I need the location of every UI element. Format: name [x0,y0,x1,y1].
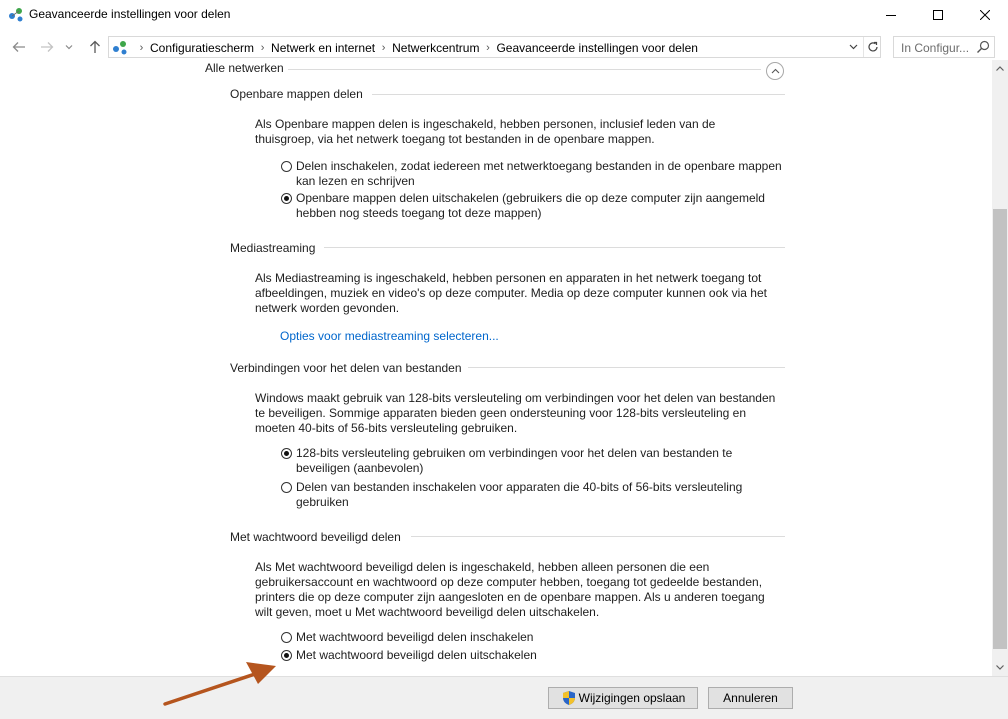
search-input[interactable] [893,36,995,58]
back-button[interactable] [8,37,30,57]
section-description: Als Met wachtwoord beveiligd delen is ingeschakeld, hebben alleen personen die een gebruikersaccount en wachtwoord op deze computer hebben, toegang tot gedeelde bestanden, printers die op deze computer zijn aangesloten en de openbare mappen. Als u anderen toegang wilt geven, moet u Met wachtwoord beveiligd delen uitschakelen. [255,560,765,619]
settings-content [0,60,992,676]
chevron-up-icon [996,66,1004,71]
breadcrumb-item[interactable]: Netwerkcentrum [392,41,480,55]
section-heading-password-protected-sharing: Met wachtwoord beveiligd delen [230,530,401,544]
refresh-button[interactable] [863,37,882,57]
radio-public-folders-on[interactable] [281,161,292,172]
chevron-right-icon[interactable]: › [381,42,386,54]
section-description: Als Mediastreaming is ingeschakeld, hebben personen en apparaten in het netwerk toegang tot afbeeldingen, muziek en video's op deze computer. Media op deze computer kunnen ook via het netwerk worden gevonden. [255,271,767,315]
search-icon [976,40,990,54]
section-heading-public-folders: Openbare mappen delen [230,87,363,101]
radio-label[interactable]: Met wachtwoord beveiligd delen inschakelen [296,630,534,644]
divider [468,367,785,368]
radio-label[interactable]: Delen inschakelen, zodat iedereen met netwerktoegang bestanden in de openbare mappen kan lezen en schrijven [296,159,782,188]
section-heading-media-streaming: Mediastreaming [230,241,316,255]
up-button[interactable] [84,37,106,57]
breadcrumb-item[interactable]: Geavanceerde instellingen voor delen [496,41,698,55]
radio-password-sharing-on[interactable] [281,632,292,643]
save-changes-button[interactable] [548,687,698,709]
breadcrumb [133,41,698,55]
chevron-right-icon[interactable]: › [260,42,265,54]
scroll-thumb[interactable] [993,209,1007,649]
section-description: Windows maakt gebruik van 128-bits versleuteling om verbindingen voor het delen van bestanden te beveiligen. Sommige apparaten bieden geen ondersteuning voor 128-bits versleuteling en moeten 40-bits of 56-bits versleuteling gebruiken. [255,391,776,435]
arrow-right-icon [40,41,54,53]
refresh-icon [867,41,879,53]
breadcrumb-item[interactable]: Configuratiescherm [150,41,255,55]
divider [411,536,785,537]
chevron-up-icon [771,68,780,74]
close-button[interactable] [962,0,1008,30]
arrow-left-icon [12,41,26,53]
maximize-button[interactable] [915,0,961,30]
radio-128bit-encryption[interactable] [281,448,292,459]
profile-heading: Alle netwerken [205,61,284,75]
chevron-down-icon [849,44,858,50]
cancel-button[interactable]: Annuleren [708,687,793,709]
chevron-down-icon [996,665,1004,670]
radio-40-56bit-encryption[interactable] [281,482,292,493]
vertical-scrollbar[interactable] [992,60,1008,676]
radio-label[interactable]: Openbare mappen delen uitschakelen (gebruikers die op deze computer zijn aangemeld hebben nog steeds toegang tot deze mappen) [296,191,765,220]
uac-shield-icon [561,690,577,706]
section-description: Als Openbare mappen delen is ingeschakeld, hebben personen, inclusief leden van de thuisgroep, via het netwerk toegang tot bestanden in de openbare mappen. [255,117,716,146]
chevron-right-icon: › [139,42,144,54]
divider [372,94,785,95]
network-sharing-icon [8,6,24,22]
minimize-icon [886,10,896,20]
close-icon [980,10,990,20]
title-bar [0,0,1008,31]
annotation-arrow-icon [150,660,290,719]
collapse-button[interactable] [766,62,784,80]
radio-label[interactable]: Delen van bestanden inschakelen voor apparaten die 40-bits of 56-bits versleuteling gebruiken [296,480,743,509]
divider [288,69,761,70]
scroll-down-button[interactable] [992,659,1008,676]
maximize-icon [933,10,943,20]
media-streaming-options-link[interactable]: Opties voor mediastreaming selecteren... [280,329,499,343]
recent-locations-button[interactable] [62,37,76,57]
scroll-up-button[interactable] [992,60,1008,77]
divider [324,247,785,248]
address-bar[interactable] [108,36,881,58]
search-placeholder: In Configur... [901,41,970,55]
window-title: Geavanceerde instellingen voor delen [29,7,231,21]
radio-public-folders-off[interactable] [281,193,292,204]
breadcrumb-item[interactable]: Netwerk en internet [271,41,376,55]
radio-label[interactable]: 128-bits versleuteling gebruiken om verbindingen voor het delen van bestanden te beveiligen (aanbevolen) [296,446,733,475]
forward-button[interactable] [36,37,58,57]
chevron-right-icon[interactable]: › [486,42,490,54]
radio-label[interactable]: Met wachtwoord beveiligd delen uitschakelen [296,648,537,662]
network-sharing-icon [112,39,128,55]
save-changes-label: Wijzigingen opslaan [578,691,686,705]
chevron-down-icon [65,44,73,50]
minimize-button[interactable] [868,0,914,30]
arrow-up-icon [89,40,101,54]
section-heading-file-sharing-connections: Verbindingen voor het delen van bestanden [230,361,462,375]
address-dropdown-button[interactable] [844,37,862,57]
